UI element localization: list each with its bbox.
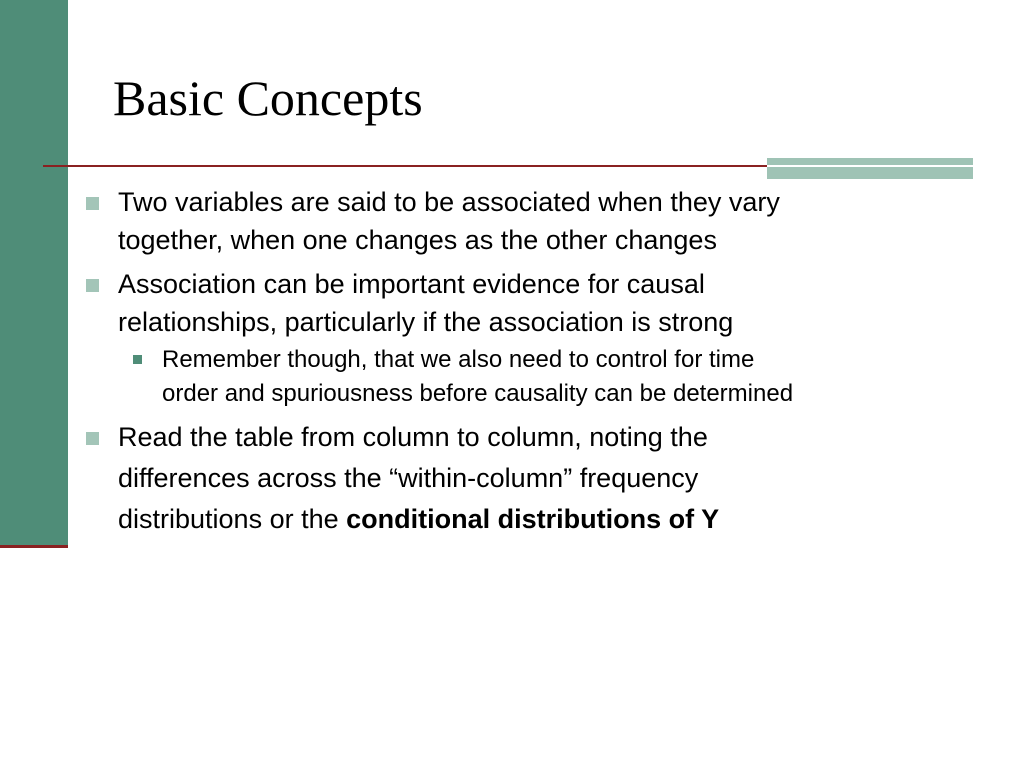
square-bullet-icon [86,432,99,445]
bullet-line: relationships, particularly if the association is strong [118,307,734,337]
bullet-line: differences across the “within-column” frequency [118,463,699,493]
sidebar-band [0,0,68,545]
small-square-bullet-icon [133,355,142,364]
slide-title: Basic Concepts [113,70,423,126]
bullet-line: Two variables are said to be associated when they vary [118,187,780,217]
bullet-item [80,265,1010,341]
sub-bullet-line: order and spuriousness before causality can be determined [162,380,794,407]
sub-bullet-line: Remember though, that we also need to control for time [162,346,755,373]
square-bullet-icon [86,279,99,292]
accent-bar [767,158,973,179]
emphasis-text: conditional distributions of Y [346,504,720,534]
bullet-item [80,183,1010,259]
sub-bullet-item [80,343,1010,411]
bullet-line: Association can be important evidence for causal [118,269,705,299]
bullet-line: Read the table from column to column, noting the [118,422,708,452]
square-bullet-icon [86,197,99,210]
bullet-line: together, when one changes as the other changes [118,225,717,255]
sidebar-rule [0,545,68,548]
bullet-text: distributions or the [118,504,347,534]
bullet-item [80,417,1010,540]
bullet-list [80,183,1010,546]
bullet-line-with-emphasis [118,499,1010,540]
